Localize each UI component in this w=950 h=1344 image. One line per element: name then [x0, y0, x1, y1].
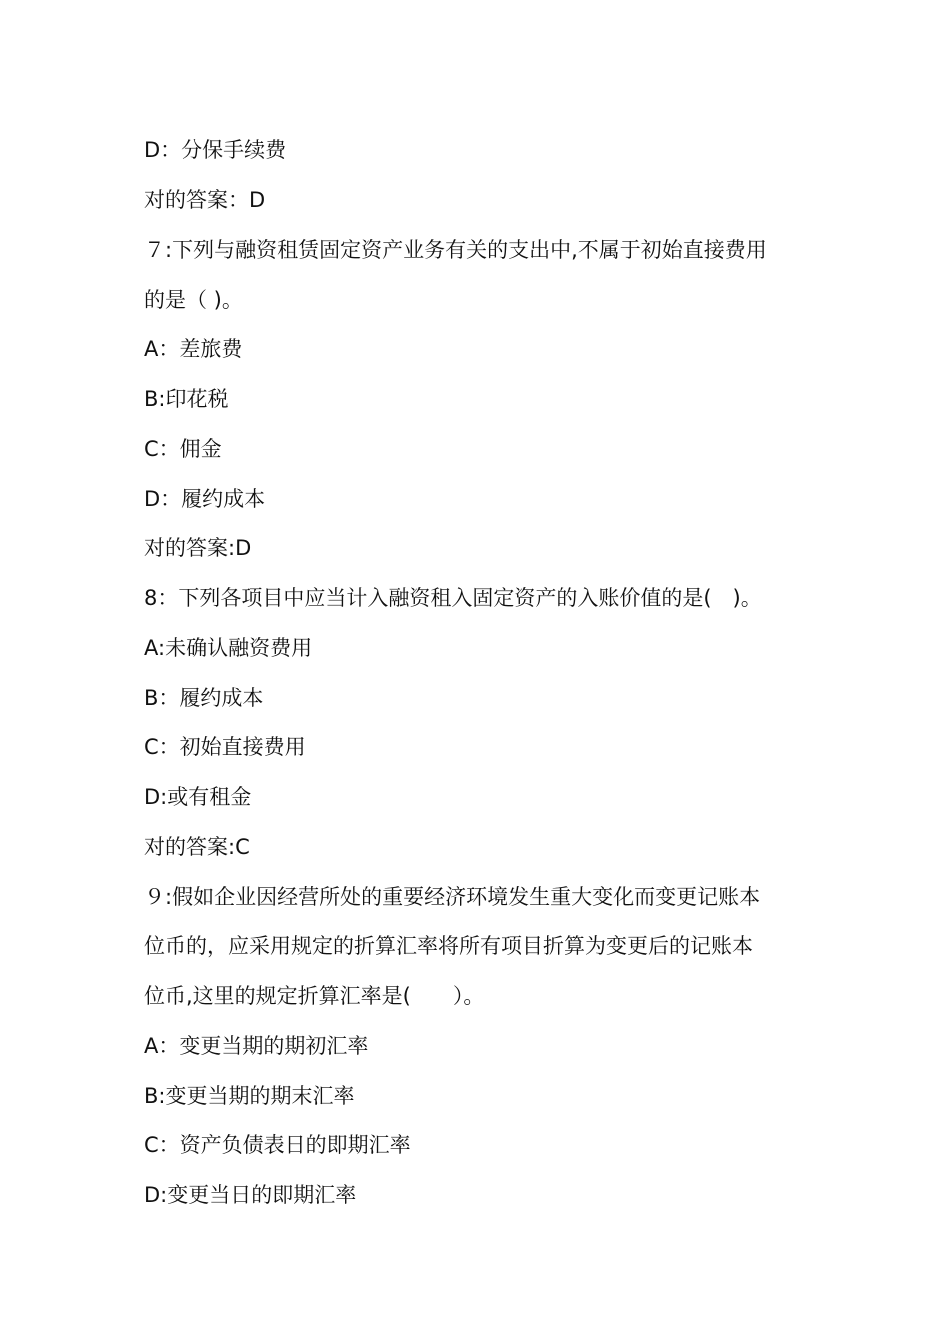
option-a-q7: A：差旅费	[144, 337, 243, 361]
option-d-q9: D:变更当日的即期汇率	[144, 1183, 357, 1207]
question-9-line-3: 位币,这里的规定折算汇率是( ）。	[144, 984, 485, 1008]
question-9-line-2: 位币的，应采用规定的折算汇率将所有项目折算为变更后的记账本	[144, 934, 753, 958]
option-a-q9: A：变更当期的期初汇率	[144, 1034, 369, 1058]
answer-q7: 对的答案:D	[144, 536, 252, 560]
option-d-q6: D：分保手续费	[144, 138, 287, 162]
answer-q8: 对的答案:C	[144, 835, 250, 859]
option-d-q7: D：履约成本	[144, 487, 266, 511]
option-c-q7: C：佣金	[144, 437, 222, 461]
option-b-q8: B：履约成本	[144, 686, 264, 710]
question-7-line-1: ７:下列与融资租赁固定资产业务有关的支出中,不属于初始直接费用	[144, 238, 767, 262]
option-c-q9: C：资产负债表日的即期汇率	[144, 1133, 411, 1157]
question-7-line-2: 的是（ )。	[144, 288, 243, 312]
option-b-q9: B:变更当期的期末汇率	[144, 1084, 355, 1108]
answer-q6: 对的答案：D	[144, 188, 266, 212]
option-b-q7: B:印花税	[144, 387, 229, 411]
option-d-q8: D:或有租金	[144, 785, 252, 809]
option-a-q8: A:未确认融资费用	[144, 636, 313, 660]
question-9-line-1: ９:假如企业因经营所处的重要经济环境发生重大变化而变更记账本	[144, 885, 761, 909]
question-8: 8：下列各项目中应当计入融资租入固定资产的入账价值的是( )。	[144, 586, 762, 610]
option-c-q8: C：初始直接费用	[144, 735, 306, 759]
